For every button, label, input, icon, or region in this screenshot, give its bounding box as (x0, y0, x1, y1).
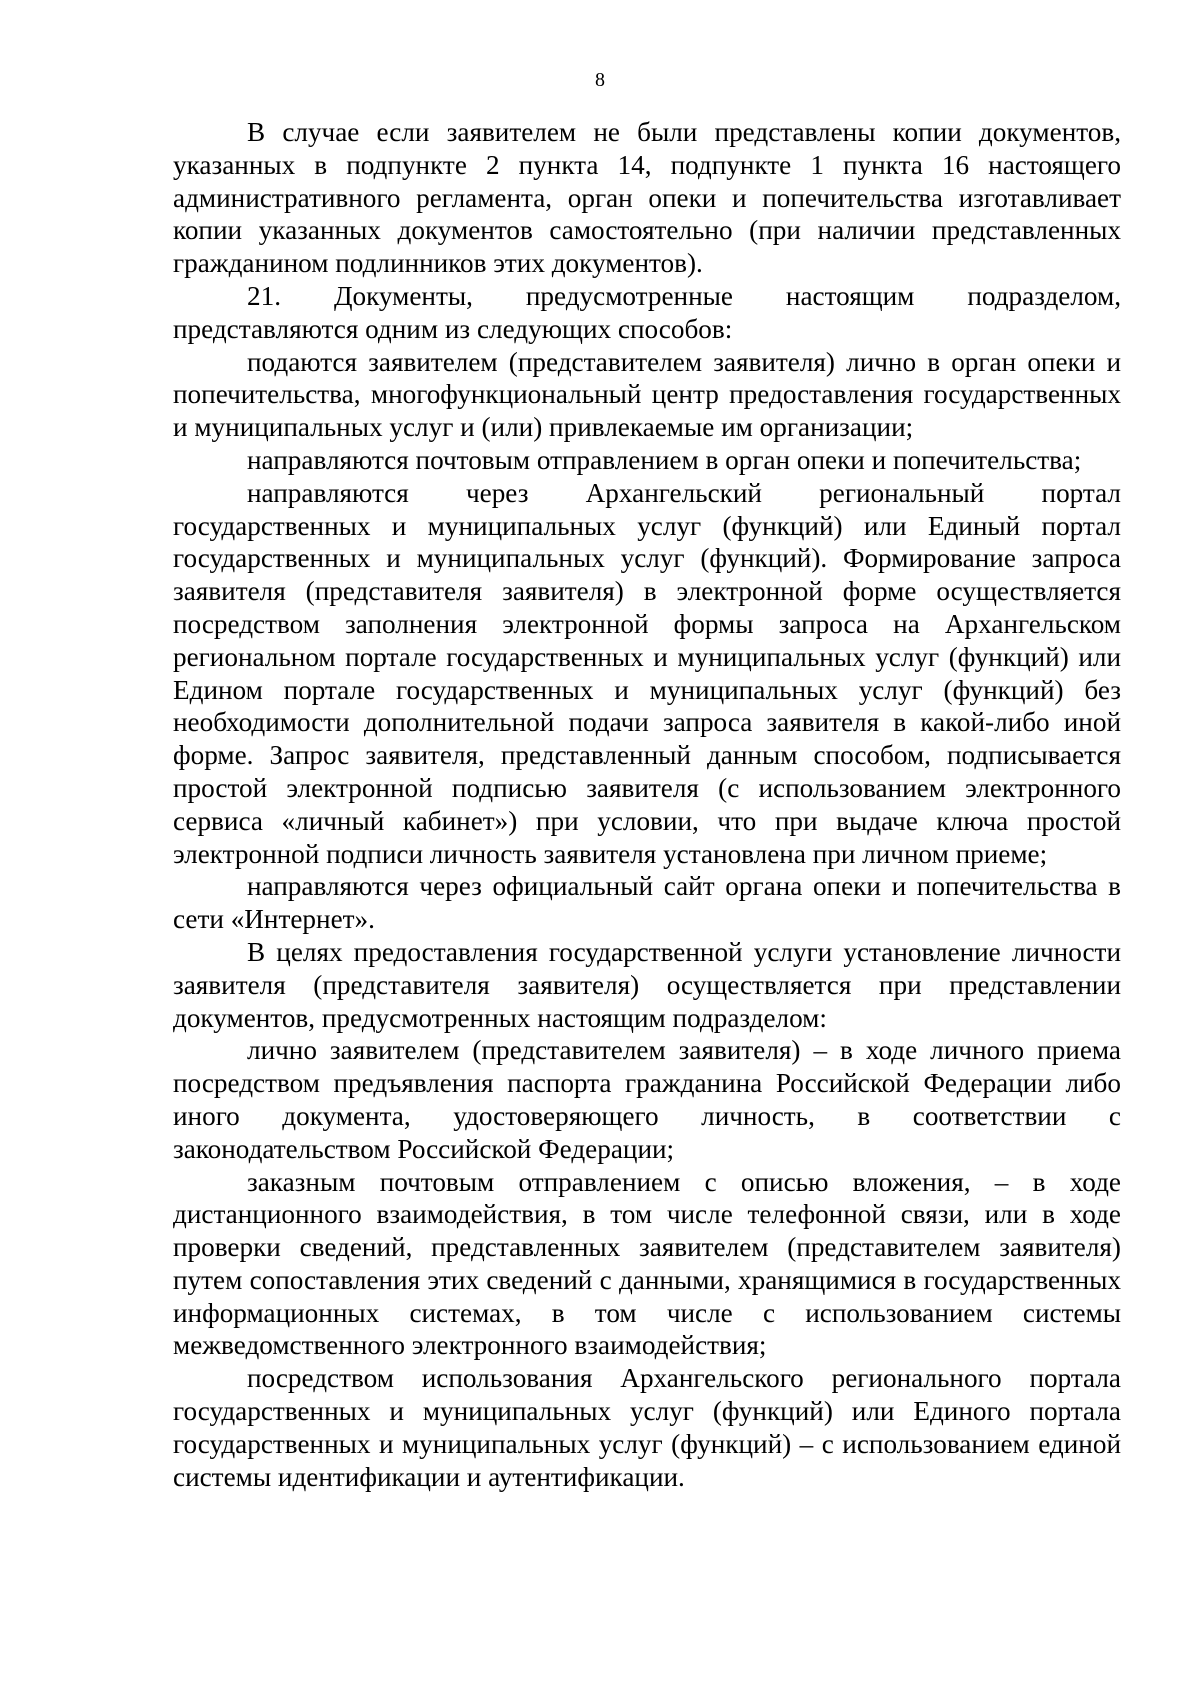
paragraph-in-person-submission: подаются заявителем (представителем заявителя) лично в орган опеки и попечительства, многофункциональный центр предоставления государственных и муниципальных услуг и (или) привлекаемые им организации; (173, 346, 1121, 443)
paragraph-identity-in-person: лично заявителем (представителем заявителя) – в ходе личного приема посредством предъявления паспорта гражданина Российской Федерации либо иного документа, удостоверяющего личность, в соответствии с законодательством Российской Федерации; (173, 1035, 1121, 1164)
paragraph-postal-submission: направляются почтовым отправлением в орган опеки и попечительства; (247, 444, 1082, 475)
paragraph-portal-submission: направляются через Архангельский региональный портал государственных и муниципальных услуг (функций) или Единый портал государственных и муниципальных услуг (функций). Формирование запроса заявителя (представителя заявителя) в электронной форме осуществляется посредством заполнения электронной формы запроса на Архангельском региональном портале государственных и муниципальных услуг (функций) или Едином портале государственных и муниципальных услуг (функций) без необходимости дополнительной подачи запроса заявителя в какой-либо иной форме. Запрос заявителя, представленный данным способом, подписывается простой электронной подписью заявителя (с использованием электронного сервиса «личный кабинет») при условии, что при выдаче ключа простой электронной подписи личность заявителя установлена при личном приеме; (173, 477, 1121, 869)
paragraph-21-submission-methods: 21. Документы, предусмотренные настоящим подразделом, представляются одним из следующих способов: (173, 280, 1121, 344)
paragraph-identity-verification: В целях предоставления государственной услуги установление личности заявителя (представителя заявителя) осуществляется при представлении документов, предусмотренных настоящим подразделом: (173, 936, 1121, 1033)
paragraph-website-submission: направляются через официальный сайт органа опеки и попечительства в сети «Интернет». (173, 871, 1121, 935)
paragraph-copies-of-documents: В случае если заявителем не были представлены копии документов, указанных в подпункте 2 пункта 14, подпункте 1 пункта 16 настоящего административного регламента, орган опеки и попечительства изготавливает копии указанных документов самостоятельно (при наличии представленных гражданином подлинников этих документов). (173, 117, 1121, 279)
paragraph-identity-registered-mail: заказным почтовым отправлением с описью вложения, – в ходе дистанционного взаимодействия, в том числе телефонной связи, или в ходе проверки сведений, представленных заявителем (представителем заявителя) путем сопоставления этих сведений с данными, хранящимися в государственных информационных системах, в том числе с использованием системы межведомственного электронного взаимодействия; (173, 1166, 1121, 1361)
page-number: 8 (595, 69, 605, 91)
paragraph-identity-portal: посредством использования Архангельского регионального портала государственных и муниципальных услуг (функций) или Единого портала государственных и муниципальных услуг (функций) – с использованием единой системы идентификации и аутентификации. (173, 1363, 1121, 1492)
document-body (173, 116, 1121, 1493)
